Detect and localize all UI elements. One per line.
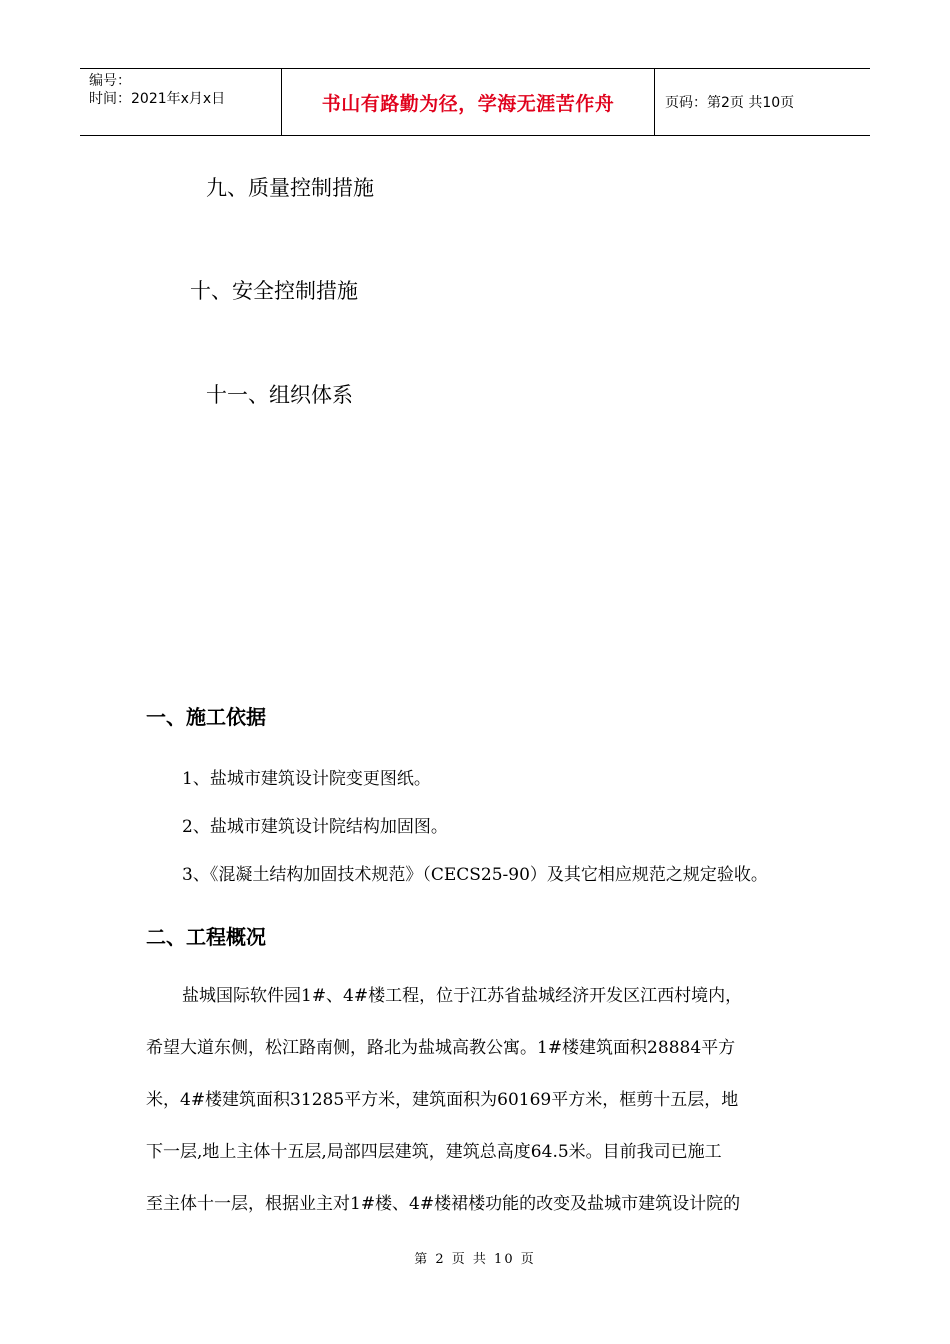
section-2-paragraph (146, 970, 826, 1230)
section-1-item-2: 2、盐城市建筑设计院结构加固图。 (182, 817, 448, 837)
paragraph-line: 希望大道东侧，松江路南侧，路北为盐城高教公寓。1#楼建筑面积28884平方 (146, 1038, 736, 1058)
paragraph-line: 下一层,地上主体十五层,局部四层建筑，建筑总高度64.5米。目前我司已施工 (146, 1142, 722, 1162)
toc-item-9: 九、质量控制措施 (206, 176, 374, 200)
header-motto-cell (282, 69, 655, 135)
section-1-item-3: 3、《混凝土结构加固技术规范》（CECS25-90）及其它相应规范之规定验收。 (182, 865, 768, 885)
paragraph-line: 盐城国际软件园1#、4#楼工程，位于江苏省盐城经济开发区江西村境内， (182, 986, 743, 1006)
section-1-item-1: 1、盐城市建筑设计院变更图纸。 (182, 769, 431, 789)
time-label: 时间：2021年x月x日 (89, 91, 226, 107)
header-page-cell (655, 69, 870, 135)
document-header (80, 68, 870, 136)
paragraph-line: 至主体十一层，根据业主对1#楼、4#楼裙楼功能的改变及盐城市建筑设计院的 (146, 1194, 741, 1214)
paragraph-line: 米，4#楼建筑面积31285平方米，建筑面积为60169平方米，框剪十五层，地 (146, 1090, 739, 1110)
page-info: 页码：第2页 共10页 (665, 95, 795, 111)
header-meta-cell (80, 69, 282, 135)
number-label: 编号： (89, 73, 131, 89)
motto-text: 书山有路勤为径，学海无涯苦作舟 (321, 92, 615, 115)
toc-item-11: 十一、组织体系 (206, 383, 353, 407)
page-footer: 第 2 页 共 10 页 (414, 1252, 536, 1267)
section-2-title: 二、工程概况 (146, 925, 266, 949)
toc-item-10: 十、安全控制措施 (190, 279, 358, 303)
section-1-title: 一、施工依据 (146, 705, 266, 729)
